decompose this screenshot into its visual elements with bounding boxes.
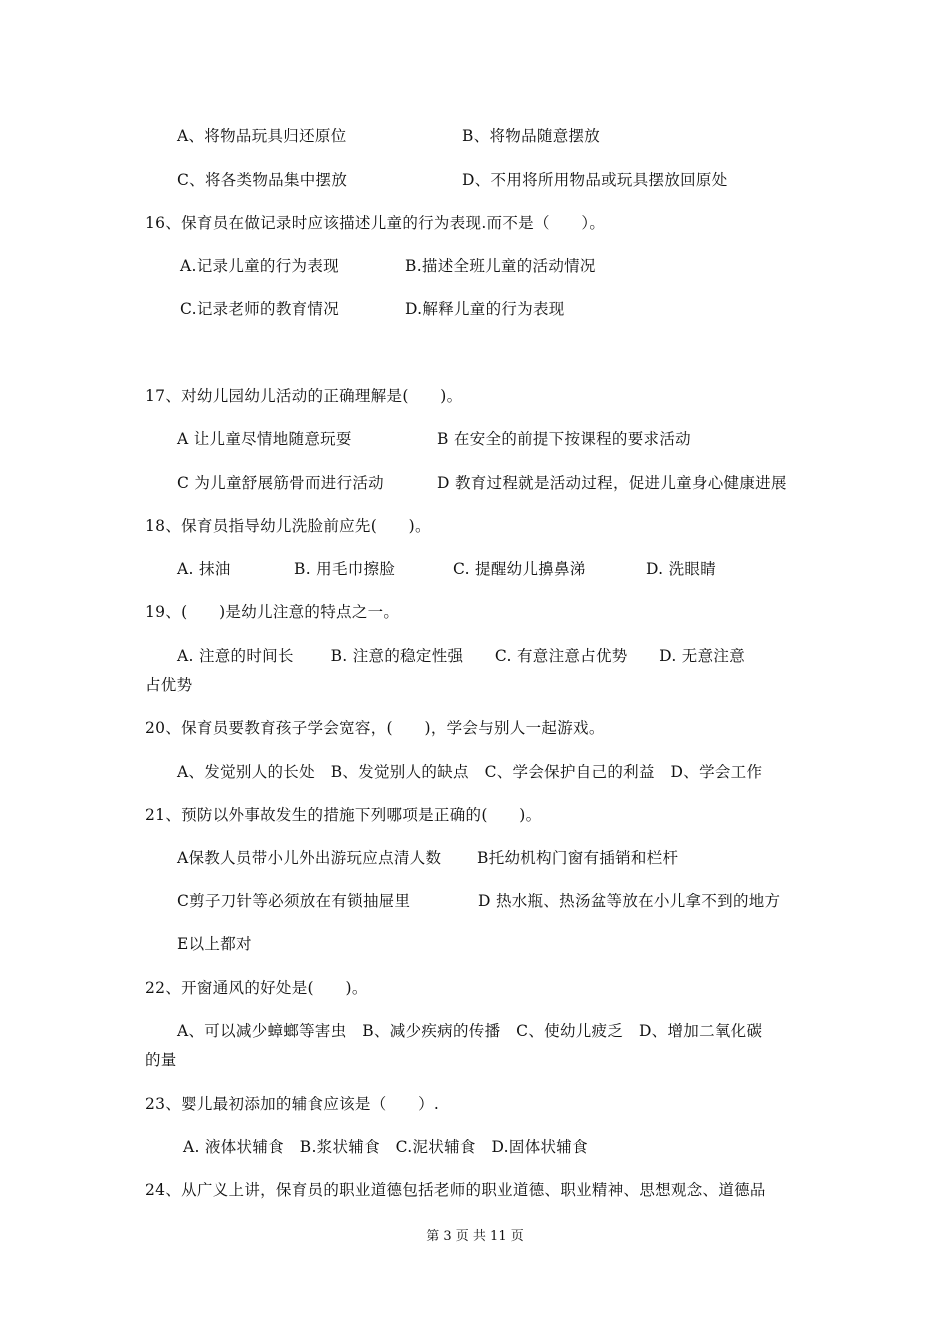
q17-option-d: D 教育过程就是活动过程，促进儿童身心健康进展 [437, 474, 787, 492]
q15-option-a: A、将物品玩具归还原位 [177, 127, 347, 145]
q21-stem: 21、预防以外事故发生的措施下列哪项是正确的( )。 [145, 806, 542, 824]
q18-option-a: A. 抹油 [177, 560, 231, 578]
q16-option-c: C.记录老师的教育情况 [180, 300, 340, 318]
q19-stem: 19、( )是幼儿注意的特点之一。 [145, 603, 400, 621]
q23-stem: 23、婴儿最初添加的辅食应该是（ ）. [145, 1095, 440, 1113]
q15-option-b: B、将物品随意摆放 [462, 127, 601, 145]
q21-option-a: A保教人员带小儿外出游玩应点清人数 [177, 849, 442, 867]
q16-option-d: D.解释儿童的行为表现 [405, 300, 565, 318]
q17-option-a: A 让儿童尽情地随意玩耍 [177, 430, 352, 448]
q19-options-line2: 占优势 [145, 676, 193, 694]
q17-option-c: C 为儿童舒展筋骨而进行活动 [177, 474, 384, 492]
q22-options-line1: A、可以减少蟑螂等害虫 B、减少疾病的传播 C、使幼儿疲乏 D、增加二氧化碳 [177, 1022, 763, 1040]
q24-stem: 24、从广义上讲，保育员的职业道德包括老师的职业道德、职业精神、思想观念、道德品 [145, 1181, 766, 1199]
q22-options-line2: 的量 [145, 1051, 177, 1069]
q15-option-c: C、将各类物品集中摆放 [177, 171, 348, 189]
q17-stem: 17、对幼儿园幼儿活动的正确理解是( )。 [145, 387, 463, 405]
q16-stem: 16、保育员在做记录时应该描述儿童的行为表现.而不是（ ）。 [145, 214, 606, 232]
q21-option-e: E以上都对 [177, 935, 252, 953]
q18-option-d: D. 洗眼睛 [646, 560, 717, 578]
q18-option-c: C. 提醒幼儿擤鼻涕 [453, 560, 586, 578]
q20-options: A、发觉别人的长处 B、发觉别人的缺点 C、学会保护自己的利益 D、学会工作 [177, 763, 763, 781]
q16-option-b: B.描述全班儿童的活动情况 [405, 257, 596, 275]
q16-option-a: A.记录儿童的行为表现 [180, 257, 339, 275]
q17-option-b: B 在安全的前提下按课程的要求活动 [437, 430, 691, 448]
q18-option-b: B. 用毛巾擦脸 [294, 560, 396, 578]
q21-option-b: B托幼机构门窗有插销和栏杆 [477, 849, 679, 867]
q23-options: A. 液体状辅食 B.浆状辅食 C.泥状辅食 D.固体状辅食 [183, 1138, 588, 1156]
q19-options-line1: A. 注意的时间长 B. 注意的稳定性强 C. 有意注意占优势 D. 无意注意 [177, 647, 746, 665]
q22-stem: 22、开窗通风的好处是( )。 [145, 979, 368, 997]
q21-option-d: D 热水瓶、热汤盆等放在小儿拿不到的地方 [478, 892, 781, 910]
q15-option-d: D、不用将所用物品或玩具摆放回原处 [462, 171, 728, 189]
q20-stem: 20、保育员要教育孩子学会宽容，( )，学会与别人一起游戏。 [145, 719, 605, 737]
page-number: 第 3 页 共 11 页 [426, 1229, 524, 1244]
q18-stem: 18、保育员指导幼儿洗脸前应先( )。 [145, 517, 431, 535]
q21-option-c: C剪子刀针等必须放在有锁抽屉里 [177, 892, 411, 910]
